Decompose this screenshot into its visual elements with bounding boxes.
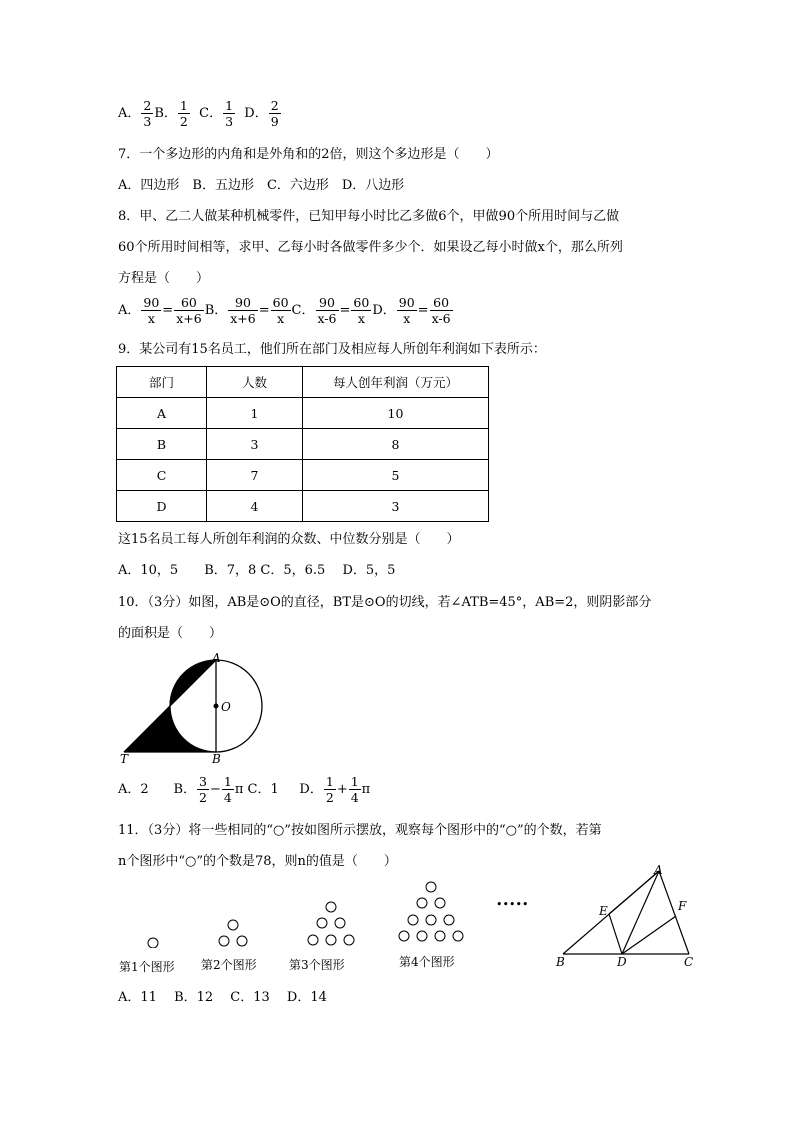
q8-option-b-label: B． [204,302,228,318]
q10-option-b-pi: π [234,781,244,797]
q7-stem: 7．一个多边形的内角和是外角和的2倍，则这个多边形是（ ） [118,147,499,162]
tri-label-e: E [599,904,608,918]
q8-line3: 方程是（ ） [118,271,210,286]
q10-option-b-label: B． [173,781,197,797]
pattern-2 [219,920,247,946]
table-header-cell: 每人创年利润（万元） [303,367,489,398]
q8-options [118,295,454,335]
table-cell: 4 [207,491,303,522]
tri-label-b: B [556,955,565,969]
caption-figure-1: 第1个图形 [119,960,175,974]
q8-option-c-left: $\frac{90}{x-6}$ [317,295,337,326]
circle-tangent-figure [112,648,272,770]
ellipsis: ••••• [496,898,529,911]
q10-option-b-frac1: $\frac{3}{2}$ [199,774,207,805]
q10-option-a: A．2 [118,781,149,797]
profit-table [116,366,489,522]
label-o: O [221,700,231,714]
q8-option-c-equals: = [339,302,351,318]
label-b: B [212,752,221,766]
table-cell: 10 [303,398,489,429]
q10-options [118,774,370,814]
q8-option-a-equals: = [162,302,174,318]
table-cell: 3 [207,429,303,460]
q10-option-d-frac2: $\frac{1}{4}$ [350,774,359,805]
q11-line2: n个图形中“○”的个数是78，则n的值是（ ） [118,854,397,869]
q10-option-d-frac1: $\frac{1}{2}$ [325,774,334,805]
q6-option-b-fraction: $\frac{1}{2}$ [179,98,188,129]
q10-option-c: C．1 [247,781,279,797]
segment-ea [609,871,659,914]
tri-label-a: A [654,863,663,877]
q8-option-b-left: $\frac{90}{x+6}$ [230,295,256,326]
q6-option-c-label: C． [199,105,223,121]
q6-option-a-fraction: $\frac{2}{3}$ [143,98,152,129]
table-row [117,429,489,460]
table-cell: A [117,398,207,429]
table-header-cell: 人数 [207,367,303,398]
q11-options: A．11 B．12 C．13 D．14 [118,990,327,1005]
segment-ed [609,914,622,954]
pattern-3 [308,902,354,945]
table-header-cell: 部门 [117,367,207,398]
q9-options: A．10，5 B．7，8 C．5，6.5 D．5，5 [118,563,396,578]
q8-option-d-right: $\frac{60}{x-6}$ [431,295,451,326]
label-a: A [212,651,221,665]
q10-option-d-op: + [336,781,348,797]
q6-option-b-label: B． [154,105,177,121]
caption-figure-3: 第3个图形 [289,958,345,972]
label-t: T [120,752,129,766]
q8-option-c-right: $\frac{60}{x}$ [353,295,370,326]
q6-option-a-label: A． [118,105,141,121]
table-cell: C [117,460,207,491]
table-cell: D [117,491,207,522]
q8-option-d-label: D． [372,302,396,318]
table-row [117,398,489,429]
table-cell: 1 [207,398,303,429]
table-cell: 8 [303,429,489,460]
q6-option-d-label: D． [244,105,268,121]
q8-option-b-right: $\frac{60}{x}$ [272,295,289,326]
caption-figure-2: 第2个图形 [201,958,257,972]
pattern-1 [148,938,158,948]
table-row [117,491,489,522]
table-row [117,460,489,491]
tri-label-d: D [617,955,627,969]
q10-option-b-op: − [209,781,221,797]
table-cell: B [117,429,207,460]
q10-option-d-pi: π [361,781,371,797]
table-cell: 3 [303,491,489,522]
tri-label-c: C [684,955,694,969]
table-header-row [117,367,489,398]
q10-line1: 10．（3分）如图，AB是⊙O的直径，BT是⊙O的切线，若∠ATB=45°，AB=2，则阴影部分 [118,595,652,610]
q8-option-a-label: A． [118,302,141,318]
q8-option-c-label: C． [291,302,315,318]
q6-options [118,98,282,138]
q8-option-d-left: $\frac{90}{x}$ [398,295,415,326]
pattern-4 [399,882,463,941]
q8-option-a-left: $\frac{90}{x}$ [143,295,160,326]
circle-pattern-figures [140,876,480,948]
q11-line1: 11．（3分）将一些相同的“○”按如图所示摆放，观察每个图形中的“○”的个数，若第 [118,823,602,838]
tri-label-f: F [678,899,687,913]
q8-option-b-equals: = [258,302,270,318]
q6-option-c-fraction: $\frac{1}{3}$ [225,98,234,129]
q10-line2: 的面积是（ ） [118,626,223,641]
triangle-figure [556,866,696,962]
q10-option-d-label: D． [299,781,323,797]
center-point [214,704,219,709]
q6-option-d-fraction: $\frac{2}{9}$ [270,98,279,129]
q9-question: 这15名员工每人所创年利润的众数、中位数分别是（ ） [118,532,460,547]
table-cell: 5 [303,460,489,491]
q8-option-d-equals: = [417,302,429,318]
q9-stem: 9．某公司有15名员工，他们所在部门及相应每人所创年利润如下表所示： [118,342,546,357]
q10-option-b-frac2: $\frac{1}{4}$ [223,774,232,805]
q8-option-a-right: $\frac{60}{x+6}$ [176,295,202,326]
caption-figure-4: 第4个图形 [399,955,455,969]
q7-options: A．四边形 B．五边形 C．六边形 D．八边形 [118,178,405,193]
q8-line1: 8．甲、乙二人做某种机械零件，已知甲每小时比乙多做6个，甲做90个所用时间与乙做 [118,209,620,224]
table-cell: 7 [207,460,303,491]
q8-line2: 60个所用时间相等，求甲、乙每小时各做零件多少个．如果设乙每小时做x个，那么所列 [118,240,623,255]
